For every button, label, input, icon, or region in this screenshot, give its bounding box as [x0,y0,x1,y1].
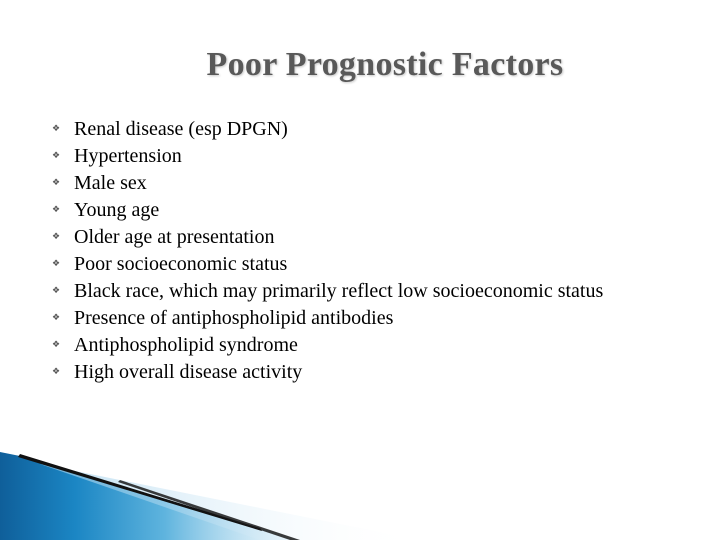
bullet-text: Poor socioeconomic status [74,253,288,275]
diamond-icon: ❖ [52,232,61,242]
diamond-icon: ❖ [52,259,61,269]
list-item [52,172,672,194]
diamond-icon: ❖ [52,313,61,323]
diamond-icon: ❖ [52,151,61,161]
diamond-icon: ❖ [52,124,61,134]
bullet-text: Black race, which may primarily reflect low socioeconomic status [74,280,604,302]
list-item [52,307,672,329]
bullet-text: Hypertension [74,145,182,167]
slide-title: Poor Prognostic Factors [206,46,564,83]
list-item [52,361,672,383]
list-item [52,334,672,356]
bullet-list [52,118,672,388]
diamond-icon: ❖ [52,340,61,350]
diamond-icon: ❖ [52,286,61,296]
bullet-text: High overall disease activity [74,361,303,383]
list-item [52,118,672,140]
list-item [52,199,672,221]
diamond-icon: ❖ [52,178,61,188]
list-item [52,280,672,302]
decorative-swoosh [0,440,720,540]
bullet-text: Young age [74,199,160,221]
bullet-text: Antiphospholipid syndrome [74,334,298,356]
list-item [52,145,672,167]
bullet-text: Renal disease (esp DPGN) [74,118,288,140]
diamond-icon: ❖ [52,205,61,215]
list-item [52,253,672,275]
bullet-text: Male sex [74,172,147,194]
diamond-icon: ❖ [52,367,61,377]
bullet-text: Older age at presentation [74,226,275,248]
bullet-text: Presence of antiphospholipid antibodies [74,307,394,329]
list-item [52,226,672,248]
